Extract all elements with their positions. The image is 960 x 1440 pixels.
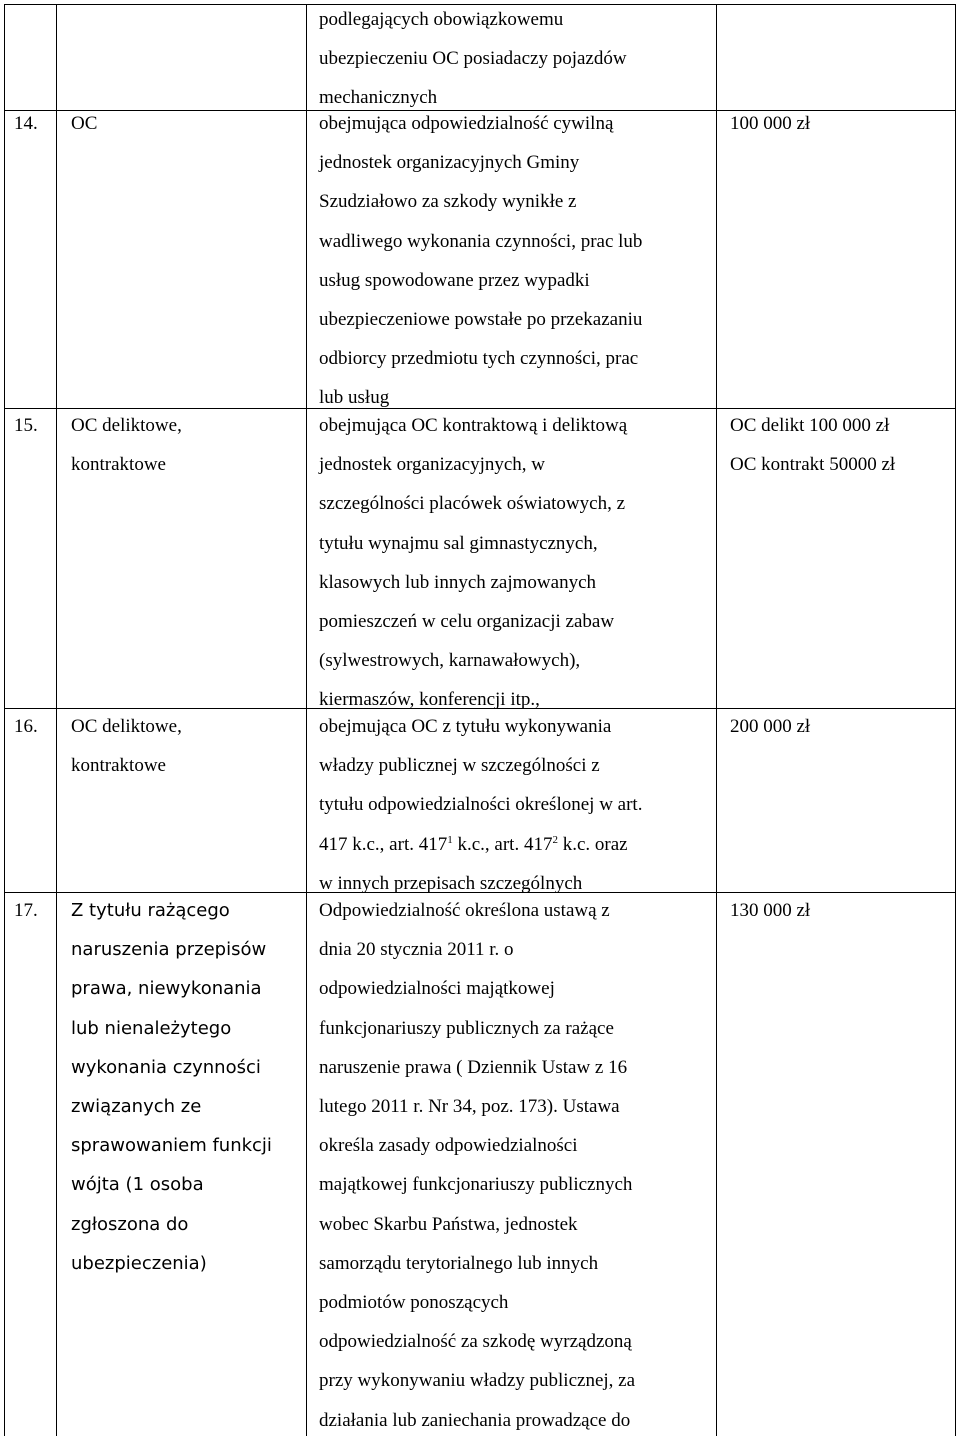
text-line: naruszenie prawa ( Dziennik Ustaw z 16: [319, 1056, 628, 1078]
row-16-scope: [319, 707, 642, 903]
text-line: 200 000 zł: [730, 716, 811, 737]
text-line: OC: [71, 113, 98, 134]
column-divider-3: [716, 4, 717, 1436]
text-line: przy wykonywaniu władzy publicznej, za: [319, 1370, 636, 1392]
text-line: podlegających obowiązkowemu: [319, 9, 564, 30]
article-text-c: k.c. oraz: [557, 833, 628, 855]
article-text-b: k.c., art. 417: [452, 833, 553, 855]
text-line: wobec Skarbu Państwa, jednostek: [319, 1213, 578, 1235]
text-line: podmiotów ponoszących: [319, 1292, 509, 1314]
text-line: samorządu terytorialnego lub innych: [319, 1252, 599, 1274]
row-15-number: [14, 406, 38, 445]
text-line: 17.: [14, 900, 38, 921]
article-line: [319, 825, 642, 864]
text-line: 15.: [14, 415, 38, 436]
text-line: kontraktowe: [71, 755, 166, 777]
row-16-sum: [730, 707, 810, 746]
row-14-number: [14, 104, 38, 143]
text-line: 100 000 zł: [730, 113, 811, 134]
superscript-2: 2: [552, 833, 558, 846]
column-divider-1: [56, 4, 57, 1436]
text-line: działania lub zaniechania prowadzące do: [319, 1409, 631, 1431]
row-continuation-scope: [319, 0, 627, 118]
text-line: 130 000 zł: [730, 900, 811, 921]
text-line: zgłoszona do: [71, 1213, 189, 1235]
text-line: obejmująca OC z tytułu wykonywania: [319, 716, 612, 737]
text-line: klasowych lub innych zajmowanych: [319, 571, 597, 593]
superscript-1: 1: [447, 833, 453, 846]
text-line: określa zasady odpowiedzialności: [319, 1135, 578, 1157]
text-line: naruszenia przepisów: [71, 939, 267, 961]
text-line: wójta (1 osoba: [71, 1174, 204, 1196]
text-line: obejmująca odpowiedzialność cywilną: [319, 113, 614, 134]
row-15-sum: [730, 406, 895, 484]
row-17-sum: [730, 891, 810, 930]
row-17-number: [14, 891, 38, 930]
text-line: tytułu odpowiedzialności określonej w art.: [319, 794, 643, 816]
row-14-sum: [730, 104, 810, 143]
text-line: OC delikt 100 000 zł: [730, 415, 890, 436]
article-text-a: 417 k.c., art. 417: [319, 833, 448, 855]
text-line: usług spowodowane przez wypadki: [319, 269, 590, 291]
text-line: wadliwego wykonania czynności, prac lub: [319, 230, 643, 252]
column-divider-2: [306, 4, 307, 1436]
row-16-type: [71, 707, 182, 785]
text-line: tytułu wynajmu sal gimnastycznych,: [319, 532, 598, 554]
text-line: obejmująca OC kontraktową i deliktową: [319, 415, 628, 436]
row-14-scope: [319, 104, 642, 418]
text-line: w innych przepisach szczególnych: [319, 872, 583, 894]
text-line: Odpowiedzialność określona ustawą z: [319, 900, 610, 921]
text-line: ubezpieczenia): [71, 1252, 207, 1274]
row-17-type: [71, 891, 272, 1283]
text-line: odpowiedzialność za szkodę wyrządzoną: [319, 1331, 632, 1353]
text-line: OC deliktowe,: [71, 716, 182, 737]
text-line: pomieszczeń w celu organizacji zabaw: [319, 611, 615, 633]
text-line: władzy publicznej w szczególności z: [319, 755, 600, 777]
text-line: funkcjonariuszy publicznych za rażące: [319, 1017, 614, 1039]
text-line: OC kontrakt 50000 zł: [730, 454, 896, 476]
row-17-scope: [319, 891, 635, 1440]
text-line: OC deliktowe,: [71, 415, 182, 436]
text-line: jednostek organizacyjnych Gminy: [319, 152, 580, 174]
text-line: 16.: [14, 716, 38, 737]
text-line: kontraktowe: [71, 454, 166, 476]
text-line: jednostek organizacyjnych, w: [319, 454, 545, 476]
row-16-number: [14, 707, 38, 746]
text-line: majątkowej funkcjonariuszy publicznych: [319, 1174, 633, 1196]
text-line: odbiorcy przedmiotu tych czynności, prac: [319, 348, 639, 370]
text-line: Z tytułu rażącego: [71, 900, 230, 921]
text-line: kiermaszów, konferencji itp.,: [319, 689, 540, 711]
row-15-type: [71, 406, 182, 484]
text-line: ubezpieczeniowe powstałe po przekazaniu: [319, 309, 643, 331]
text-line: Szudziałowo za szkody wynikłe z: [319, 191, 577, 213]
text-line: odpowiedzialności majątkowej: [319, 978, 555, 1000]
row-14-type: [71, 104, 97, 143]
text-line: prawa, niewykonania: [71, 978, 262, 1000]
text-line: 14.: [14, 113, 38, 134]
text-line: związanych ze: [71, 1096, 202, 1118]
table-border-left: [4, 4, 5, 1436]
text-line: lub usług: [319, 387, 390, 409]
text-line: szczególności placówek oświatowych, z: [319, 493, 626, 515]
text-line: lutego 2011 r. Nr 34, poz. 173). Ustawa: [319, 1096, 620, 1118]
text-line: ubezpieczeniu OC posiadaczy pojazdów: [319, 48, 627, 70]
text-line: lub nienależytego: [71, 1017, 232, 1039]
text-line: (sylwestrowych, karnawałowych),: [319, 650, 581, 672]
text-line: dnia 20 stycznia 2011 r. o: [319, 939, 514, 961]
row-15-scope: [319, 406, 627, 720]
text-line: wykonania czynności: [71, 1056, 261, 1078]
text-line: sprawowaniem funkcji: [71, 1135, 272, 1157]
table-border-right: [955, 4, 956, 1436]
text-line: mechanicznych: [319, 87, 438, 109]
